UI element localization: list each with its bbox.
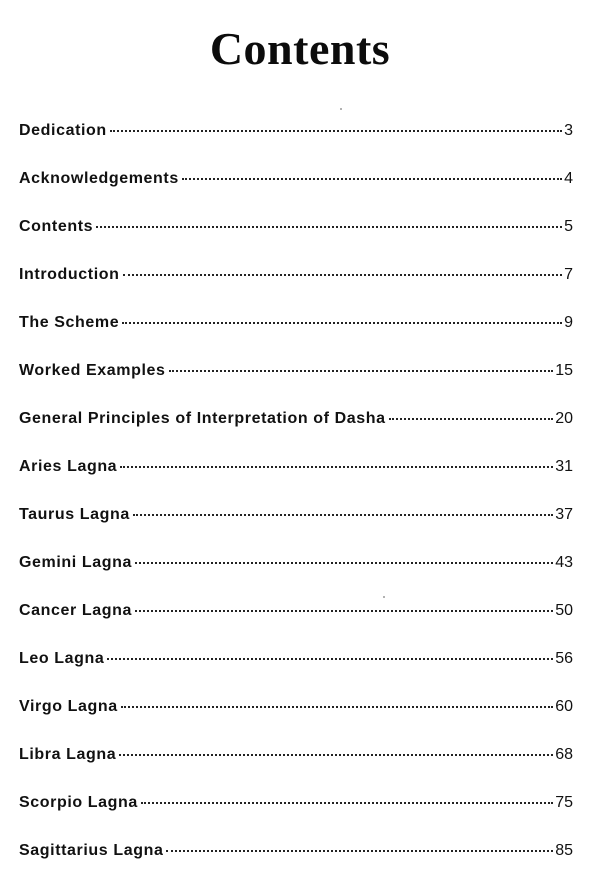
toc-entry: [19, 506, 573, 554]
dot-leader: [135, 562, 553, 564]
paper-speck: [383, 596, 385, 598]
toc-entry: [19, 362, 573, 410]
dot-leader: [110, 130, 562, 132]
dot-leader: [135, 610, 553, 612]
toc-entry-page: 15: [555, 362, 573, 379]
toc-entry-title: Virgo Lagna: [19, 698, 118, 715]
toc-entry-page: 56: [555, 650, 573, 667]
toc-entry-title: Taurus Lagna: [19, 506, 130, 523]
dot-leader: [169, 370, 554, 372]
toc-entry-page: 60: [555, 698, 573, 715]
toc-entry-page: 31: [555, 458, 573, 475]
dot-leader: [133, 514, 553, 516]
toc-entry-title: Scorpio Lagna: [19, 794, 138, 811]
toc-entry-title: Gemini Lagna: [19, 554, 132, 571]
dot-leader: [107, 658, 553, 660]
toc-entry: [19, 122, 573, 170]
toc-entry: [19, 602, 573, 650]
toc-entry-page: 3: [564, 122, 573, 139]
toc-entry-page: 7: [564, 266, 573, 283]
toc-entry-title: Aries Lagna: [19, 458, 118, 475]
toc-entry-title: The Scheme: [19, 314, 120, 331]
toc-entry-page: 5: [564, 218, 573, 235]
toc-entry: [19, 170, 573, 218]
dot-leader: [96, 226, 562, 228]
toc-entry: [19, 410, 573, 458]
toc-entry: [19, 842, 573, 890]
toc-entry-page: 85: [555, 842, 573, 859]
toc-entry: [19, 266, 573, 314]
toc-entry-title: General Principles of Interpretation of Dasha: [19, 410, 386, 427]
dot-leader: [141, 802, 553, 804]
toc-entry: [19, 554, 573, 602]
toc-entry: [19, 458, 573, 506]
toc-entry: [19, 218, 573, 266]
toc-entry: [19, 794, 573, 842]
toc-entry: [19, 698, 573, 746]
dot-leader: [121, 706, 553, 708]
toc-entry-title: Leo Lagna: [19, 650, 105, 667]
page-title: Contents: [209, 23, 391, 74]
dot-leader: [119, 754, 553, 756]
toc-entry-page: 50: [555, 602, 573, 619]
table-of-contents: [19, 122, 573, 890]
toc-entry-title: Libra Lagna: [19, 746, 117, 763]
toc-entry-page: 37: [555, 506, 573, 523]
toc-entry: [19, 650, 573, 698]
toc-entry-title: Worked Examples: [19, 362, 166, 379]
toc-entry-title: Introduction: [19, 266, 120, 283]
toc-entry-page: 9: [564, 314, 573, 331]
toc-entry-page: 43: [555, 554, 573, 571]
dot-leader: [123, 274, 563, 276]
toc-entry-title: Dedication: [19, 122, 107, 139]
toc-entry-title: Sagittarius Lagna: [19, 842, 164, 859]
dot-leader: [166, 850, 553, 852]
toc-entry-title: Contents: [19, 218, 94, 235]
dot-leader: [120, 466, 553, 468]
dot-leader: [182, 178, 562, 180]
toc-entry-page: 68: [555, 746, 573, 763]
toc-entry-title: Acknowledgements: [19, 170, 179, 187]
paper-speck: [340, 108, 342, 110]
toc-entry-page: 75: [555, 794, 573, 811]
dot-leader: [122, 322, 562, 324]
toc-entry: [19, 314, 573, 362]
dot-leader: [389, 418, 554, 420]
toc-entry-page: 20: [555, 410, 573, 427]
toc-entry-page: 4: [564, 170, 573, 187]
toc-entry-title: Cancer Lagna: [19, 602, 133, 619]
toc-entry: [19, 746, 573, 794]
